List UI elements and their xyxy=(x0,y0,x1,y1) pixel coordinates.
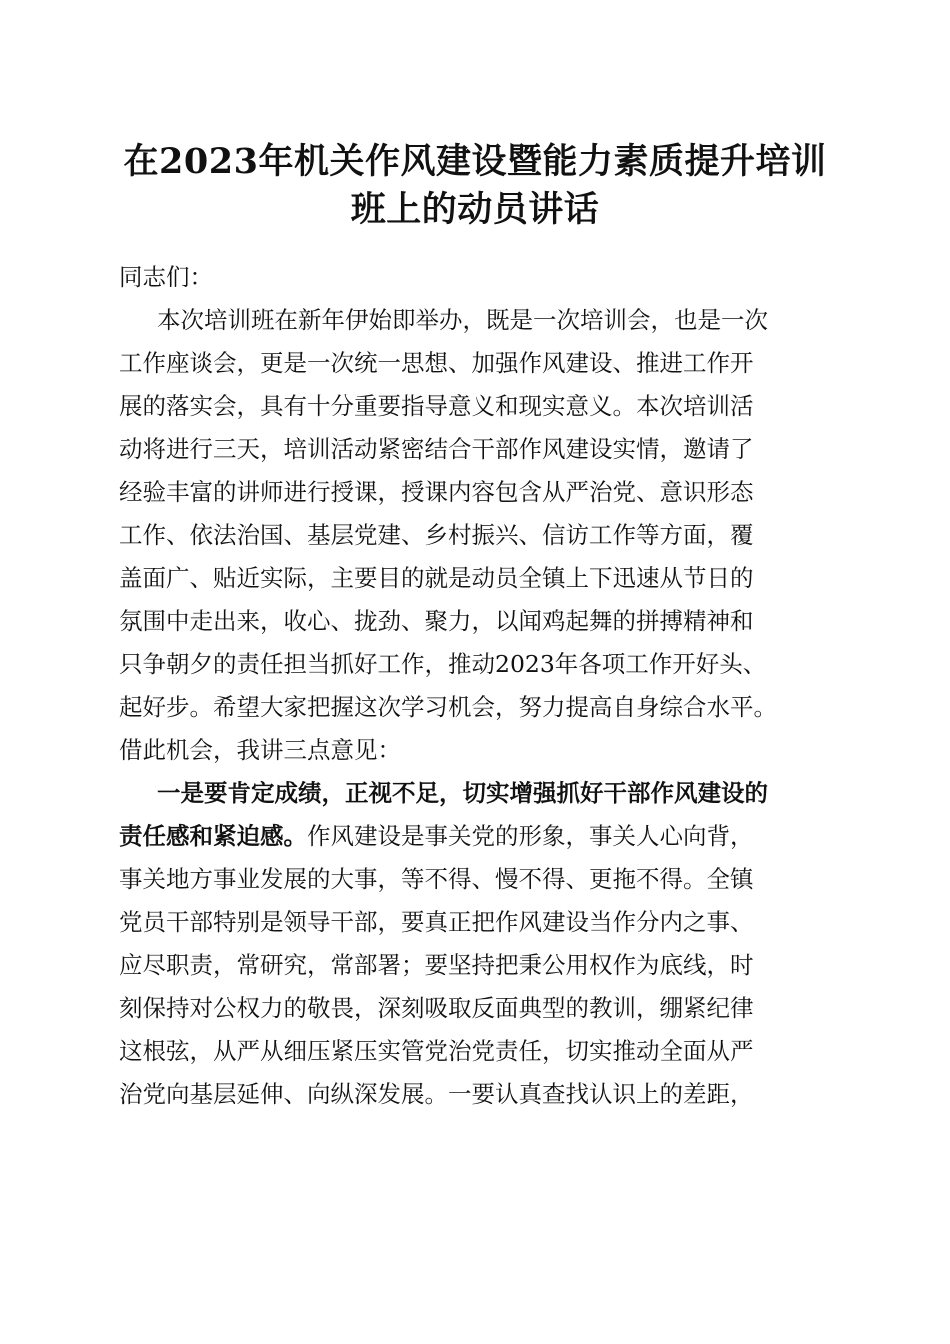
paragraph-line: 起好步。希望大家把握这次学习机会，努力提高自身综合水平。 xyxy=(119,693,777,721)
paragraph-line: 经验丰富的讲师进行授课，授课内容包含从严治党、意识形态 xyxy=(119,478,754,506)
paragraph-line xyxy=(119,815,839,858)
paragraph-line: 展的落实会，具有十分重要指导意义和现实意义。本次培训活 xyxy=(119,392,754,420)
title-line-1: 在2023年机关作风建设暨能力素质提升培训 xyxy=(123,141,827,182)
paragraph-line: 氛围中走出来，收心、拢劲、聚力，以闻鸡起舞的拼搏精神和 xyxy=(119,607,754,635)
document-body xyxy=(119,256,839,1116)
paragraph-line: 动将进行三天，培训活动紧密结合干部作风建设实情，邀请了 xyxy=(119,435,754,463)
point-one-heading: 一是要肯定成绩，正视不足，切实增强抓好干部作风建设的 xyxy=(157,779,768,807)
paragraph-point-one xyxy=(119,772,839,1116)
title-line-2: 班上的动员讲话 xyxy=(350,189,600,230)
point-one-heading-end: 责任感和紧迫感。 xyxy=(119,822,307,850)
paragraph-intro xyxy=(119,299,839,772)
paragraph-line: 盖面广、贴近实际，主要目的就是动员全镇上下迅速从节日的 xyxy=(119,564,754,592)
paragraph-line: 事关地方事业发展的大事，等不得、慢不得、更拖不得。全镇 xyxy=(119,865,754,893)
paragraph-line: 应尽职责，常研究，常部署；要坚持把秉公用权作为底线，时 xyxy=(119,951,754,979)
document-title xyxy=(95,138,855,234)
paragraph-line-text: 作风建设是事关党的形象，事关人心向背， xyxy=(307,822,754,850)
paragraph-line: 工作、依法治国、基层党建、乡村振兴、信访工作等方面，覆 xyxy=(119,521,754,549)
paragraph-line: 这根弦，从严从细压紧压实管党治党责任，切实推动全面从严 xyxy=(119,1037,754,1065)
salutation: 同志们： xyxy=(119,263,213,291)
paragraph-line: 治党向基层延伸、向纵深发展。一要认真查找认识上的差距， xyxy=(119,1080,754,1108)
paragraph-line: 只争朝夕的责任担当抓好工作，推动2023年各项工作开好头、 xyxy=(119,650,767,678)
paragraph-line: 借此机会，我讲三点意见： xyxy=(119,736,401,764)
paragraph-line: 本次培训班在新年伊始即举办，既是一次培训会，也是一次 xyxy=(157,306,768,334)
paragraph-line: 刻保持对公权力的敬畏，深刻吸取反面典型的教训，绷紧纪律 xyxy=(119,994,754,1022)
paragraph-line: 工作座谈会，更是一次统一思想、加强作风建设、推进工作开 xyxy=(119,349,754,377)
paragraph-line: 党员干部特别是领导干部，要真正把作风建设当作分内之事、 xyxy=(119,908,754,936)
